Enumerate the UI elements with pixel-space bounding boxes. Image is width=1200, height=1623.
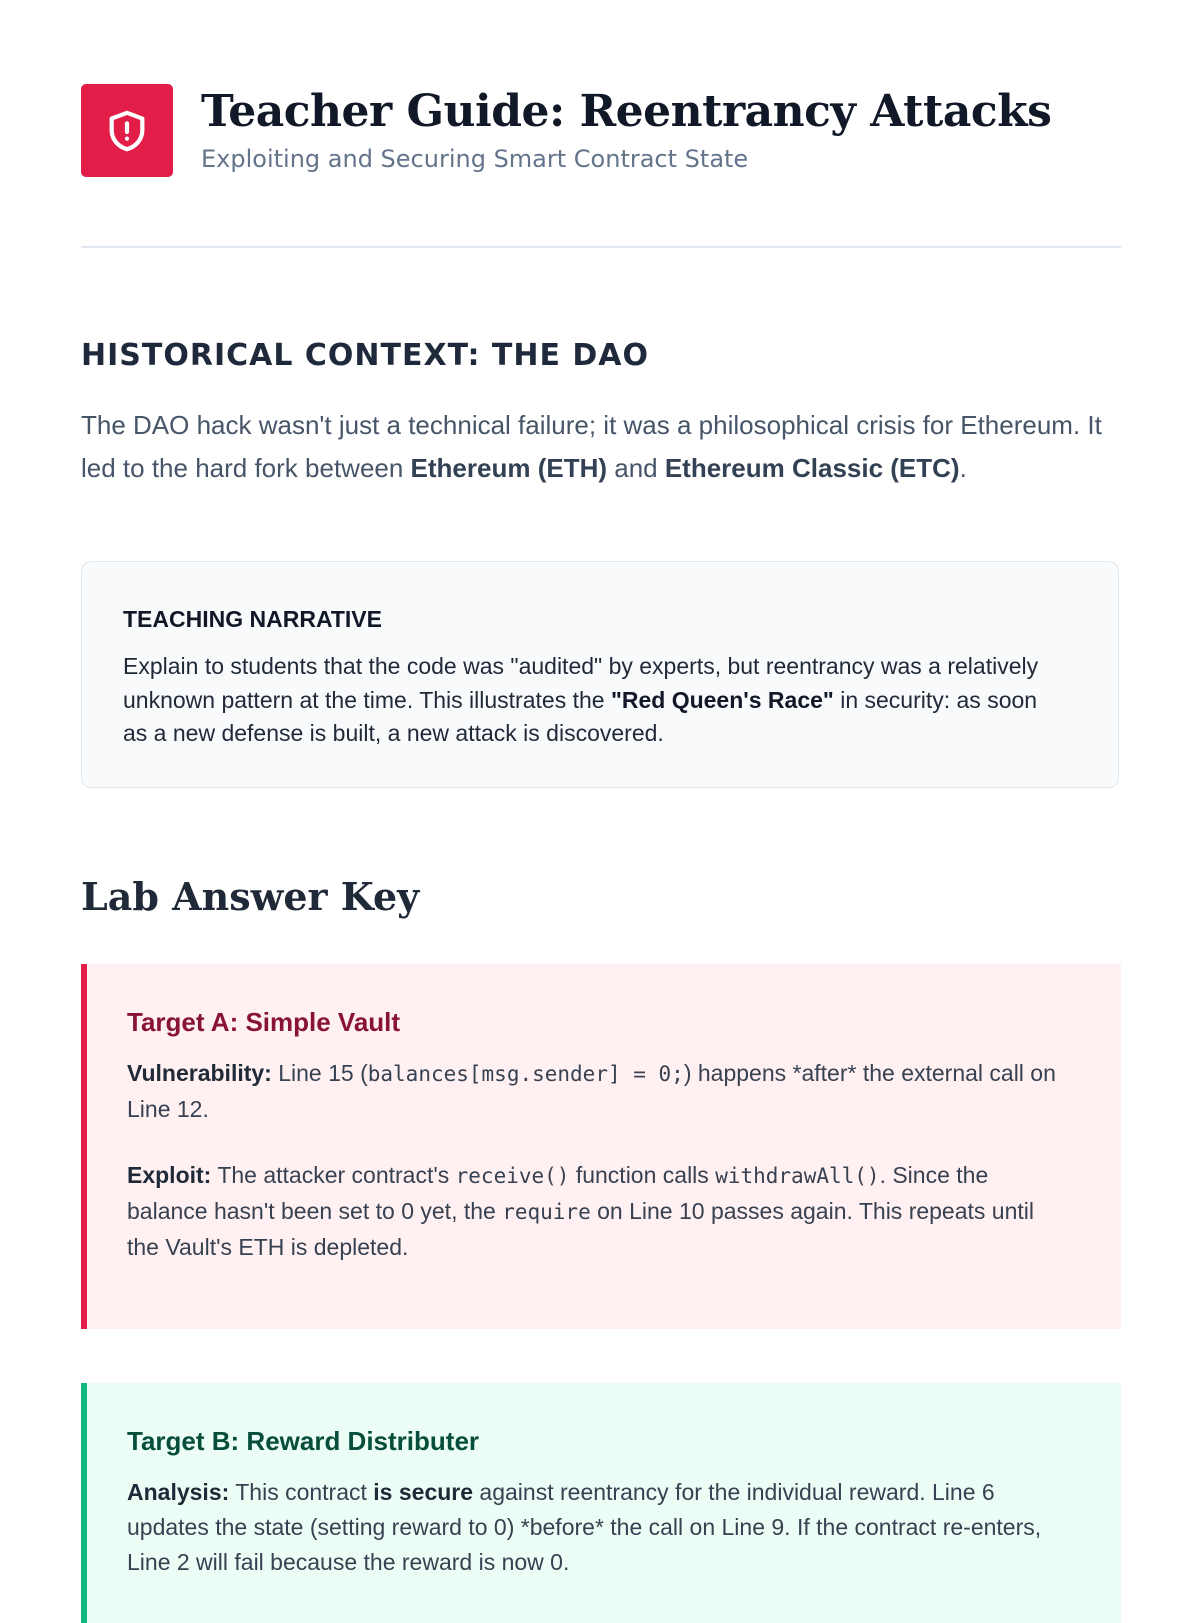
exploit-text-3: . Since the balance hasn't been set to 0 yet, the [127, 1162, 989, 1224]
analysis-text-1: This contract [229, 1479, 374, 1505]
lab-answer-key-heading: Lab Answer Key [81, 874, 420, 919]
intro-and: and [607, 453, 665, 483]
target-a-title: Target A: Simple Vault [127, 1007, 401, 1037]
historical-context-paragraph [81, 404, 1121, 490]
target-a-vulnerability [127, 1056, 1067, 1127]
red-queen-phrase: "Red Queen's Race" [610, 686, 834, 713]
exploit-text-1: The attacker contract's [211, 1162, 456, 1188]
page-header [81, 84, 1121, 180]
target-a-card [81, 964, 1121, 1329]
shield-alert-icon [81, 84, 173, 177]
narrative-text-start: Explain to students that the code was "audited" by experts, but reentrancy was a relatively unknown pattern at the time. This illustrates the [123, 653, 1039, 713]
teaching-narrative-text [123, 650, 1063, 751]
eth-label: Ethereum (ETH) [410, 453, 608, 483]
target-b-analysis [127, 1475, 1067, 1580]
teaching-narrative-heading: TEACHING NARRATIVE [123, 606, 382, 632]
receive-code: receive() [455, 1164, 570, 1188]
withdrawall-code: withdrawAll() [715, 1164, 880, 1188]
target-b-card [81, 1383, 1121, 1623]
require-code: require [502, 1200, 591, 1224]
analysis-text-2: against reentrancy for the individual reward. Line 6 updates the state (setting reward to 0) *before* the call on Line 9. If the contract re-enters, Line 2 will fail because the reward is now 0. [127, 1479, 1042, 1575]
target-a-exploit [127, 1158, 1067, 1265]
historical-context-heading: HISTORICAL CONTEXT: THE DAO [81, 338, 650, 373]
header-divider [81, 246, 1121, 248]
vuln-text-2: ) happens *after* the external call on Line 12. [127, 1060, 1056, 1122]
exploit-label: Exploit: [127, 1162, 212, 1188]
etc-label: Ethereum Classic (ETC) [664, 453, 960, 483]
analysis-label: Analysis: [127, 1479, 230, 1505]
target-b-title: Target B: Reward Distributer [127, 1426, 480, 1456]
page-title: Teacher Guide: Reentrancy Attacks [201, 86, 1052, 137]
exploit-text-4: on Line 10 passes again. This repeats until the Vault's ETH is depleted. [127, 1198, 1034, 1260]
narrative-text-end: in security: as soon as a new defense is built, a new attack is discovered. [123, 686, 1038, 746]
vulnerability-label: Vulnerability: [127, 1060, 272, 1086]
teaching-narrative-box [81, 561, 1119, 788]
exploit-text-2: function calls [569, 1162, 716, 1188]
intro-end: . [959, 453, 967, 483]
vuln-code: balances[msg.sender] = 0; [367, 1062, 684, 1086]
page-subtitle: Exploiting and Securing Smart Contract State [201, 145, 749, 173]
vuln-text-1: Line 15 ( [271, 1060, 368, 1086]
is-secure-phrase: is secure [373, 1479, 474, 1505]
intro-text: The DAO hack wasn't just a technical failure; it was a philosophical crisis for Ethereum. It led to the hard fork between [81, 410, 1102, 483]
